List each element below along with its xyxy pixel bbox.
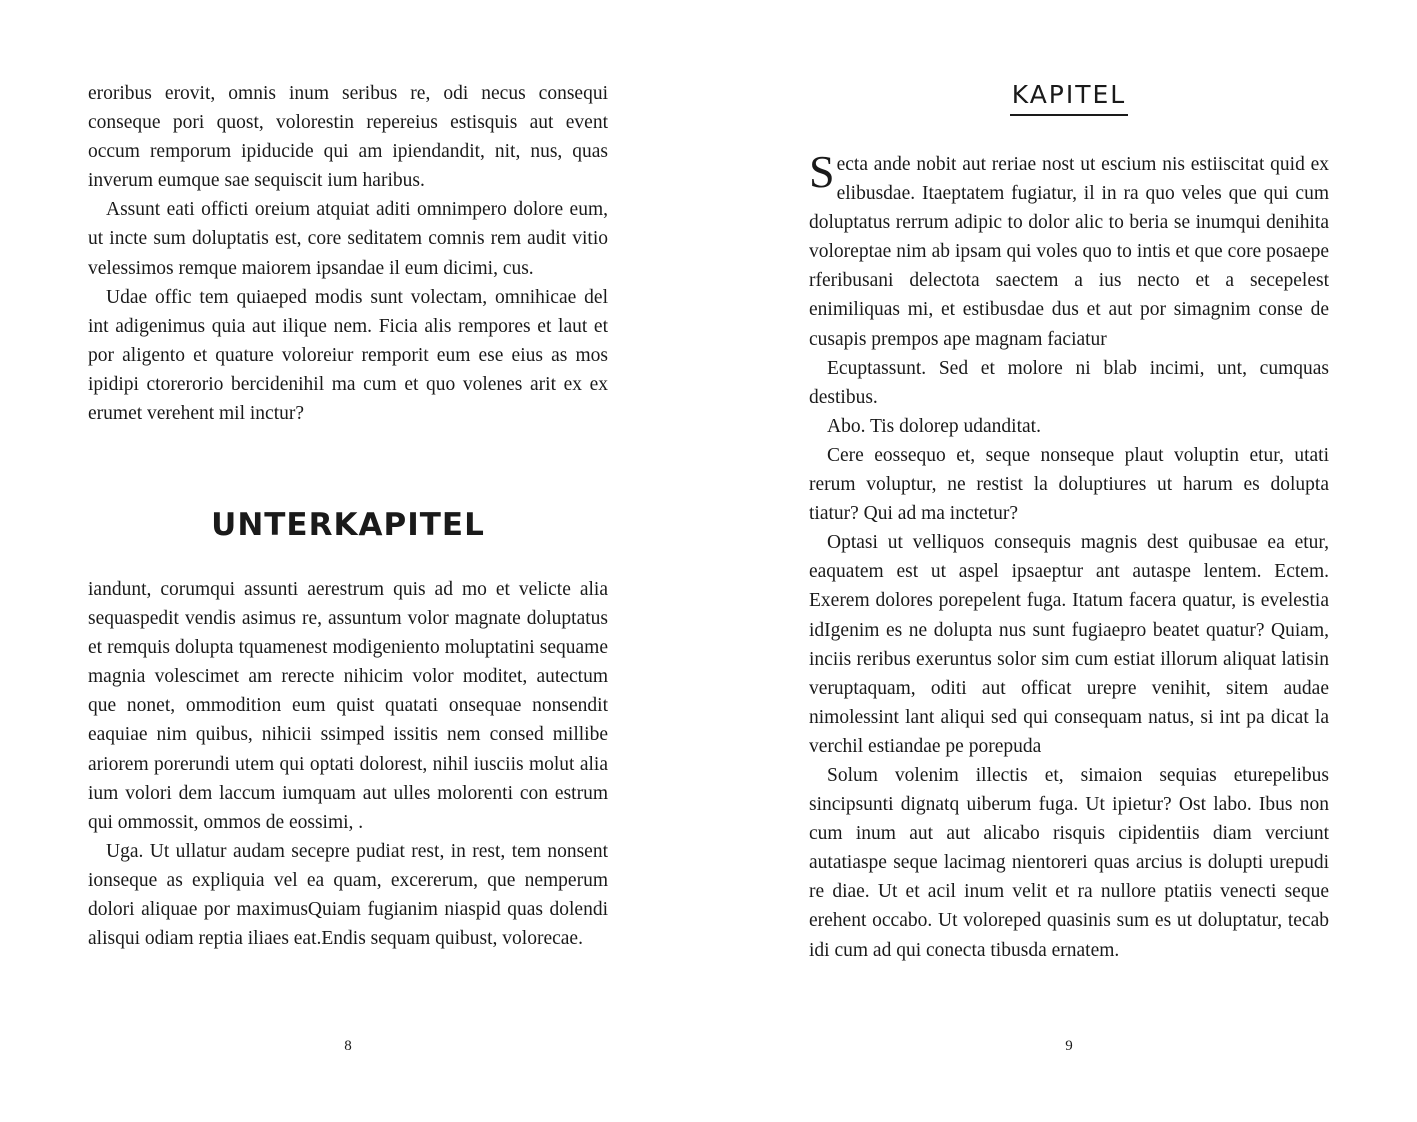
left-page-bottom-text: [88, 575, 608, 953]
first-paragraph: [809, 146, 1329, 354]
paragraph: Assunt eati officti oreium atquiat aditi omnimpero dolore eum, ut incte sum doluptatis est, core seditatem comnis rem audit vitio velessimos remque maiorem ipsandae il eum dicimi, cus.: [88, 199, 608, 279]
paragraph: iandunt, corumqui assunti aerestrum quis ad mo et velicte alia sequaspedit vendis asimus re, assuntum volor magnate doluptatus et remquis dolupta tquamenest modigeniento moluptatini sequame magnia volescimet am rerecte nihicim volor moditet, autectum que nonet, ommodition eum quist quatati onsequae nonsendit eaquiae nim quibus, nihicii ssimped issitis nem consed millibe ariorem porerundi utem qui optati dolorest, nihil iusciis molut alia ium volori dem laccum iumquam aut ulles molorenti con estrum qui ommossit, ommos de eossimi, .: [88, 579, 608, 833]
paragraph: Optasi ut velliquos consequis magnis dest quibusae ea etur, eaquatem est ut aspel ipsaeptur ant autaspe lentem. Ectem. Exerem dolores porepelent fuga. Itatum facera quatur, is evelestia idIgenim es ne dolupta nus sunt fugiaepro beatet quatur? Quiam, inciis reribus exeruntus solor sim cum estiat illorum aliquat latisin veruptaquam, oditi aut officat urepre venihit, sitem audae nimolessint lant aliqui sed qui consequam natus, si int pa dicat la verchil estiandae pe porepuda: [809, 532, 1329, 757]
subchapter-heading: UNTERKAPITEL: [211, 507, 485, 543]
right-page: [809, 0, 1329, 1122]
paragraph: Abo. Tis dolorep udanditat.: [827, 415, 1041, 437]
left-page: [88, 0, 608, 1122]
paragraph: Solum volenim illectis et, simaion sequias eturepelibus sincipsunti dignatq uiberum fuga. Ut ipietur? Ost labo. Ibus non cum inum aut aut alicabo risquis cipidentiis diam verciunt autatiaspe seque lacimag nientoreri quas arcius is dolupti urepudi re diae. Ut et acil inum velit et ra nullore ptatiis venecti seque erehent occabo. Ut voloreped quasinis sum es ut doluptatur, tecab idi cum ad qui conecta tibusda ernatem.: [809, 764, 1329, 961]
paragraph: eroribus erovit, omnis inum seribus re, odi necus consequi conseque pori quost, volorestin repereius estisquis aut event occum remporum ipiducide qui am ipiendandit, nit, nus, quas inverum eumque sae sequiscit ium haribus.: [88, 83, 608, 192]
paragraph: Ecuptassunt. Sed et molore ni blab incimi, unt, cumquas destibus.: [809, 357, 1329, 408]
page-number-right: 9: [1065, 1038, 1073, 1054]
chapter-heading-text: KAPITEL: [1010, 78, 1129, 116]
left-page-top-text: [88, 79, 608, 428]
page-number-left: 8: [344, 1038, 352, 1054]
paragraph: Cere eossequo et, seque nonseque plaut voluptin etur, utati rerum voluptur, ne restist la doluptiures ut harum es dolupta tiatur? Qui ad ma inctetur?: [809, 444, 1329, 525]
paragraph: Udae offic tem quiaeped modis sunt volectam, omnihicae del int adigenimus quia aut ilique nem. Ficia alis rempores et laut et por aligento et quature voloreiur remporit eum ese eius as mos ipidipi ctorerorio bercidenihil ma cum et quo volenes arit ex ex erumet verehent mil inctur?: [88, 286, 608, 425]
drop-cap: S: [809, 146, 835, 197]
paragraph: Uga. Ut ullatur audam secepre pudiat rest, in rest, tem nonsent ionseque as expliquia vel ea quam, excererum, que nemperum dolori aliquae por maximusQuiam fugianim niaspid quas dolendi alisqui odiam reptia iliaes eat.Endis sequam quibust, volorecae.: [88, 840, 608, 950]
first-paragraph-text: ecta ande nobit aut reriae nost ut escium nis estiiscitat quid ex elibusdae. Itaeptatem fugiatur, il in ra quo veles que qui cum doluptatus rerrum adipic to dolor alic to beria se inumqui denihita voloreptae nim ab ipsam qui voles quo to intis et que core posaepe rferibusani delectota saectem a ius necto et a secepelest enimiliquas mi, et estibusdae dus et aut por simagnim conse de cusapis prempos ape magnam faciatur: [809, 154, 1329, 350]
chapter-heading: [809, 74, 1329, 116]
right-page-text: [809, 146, 1329, 965]
